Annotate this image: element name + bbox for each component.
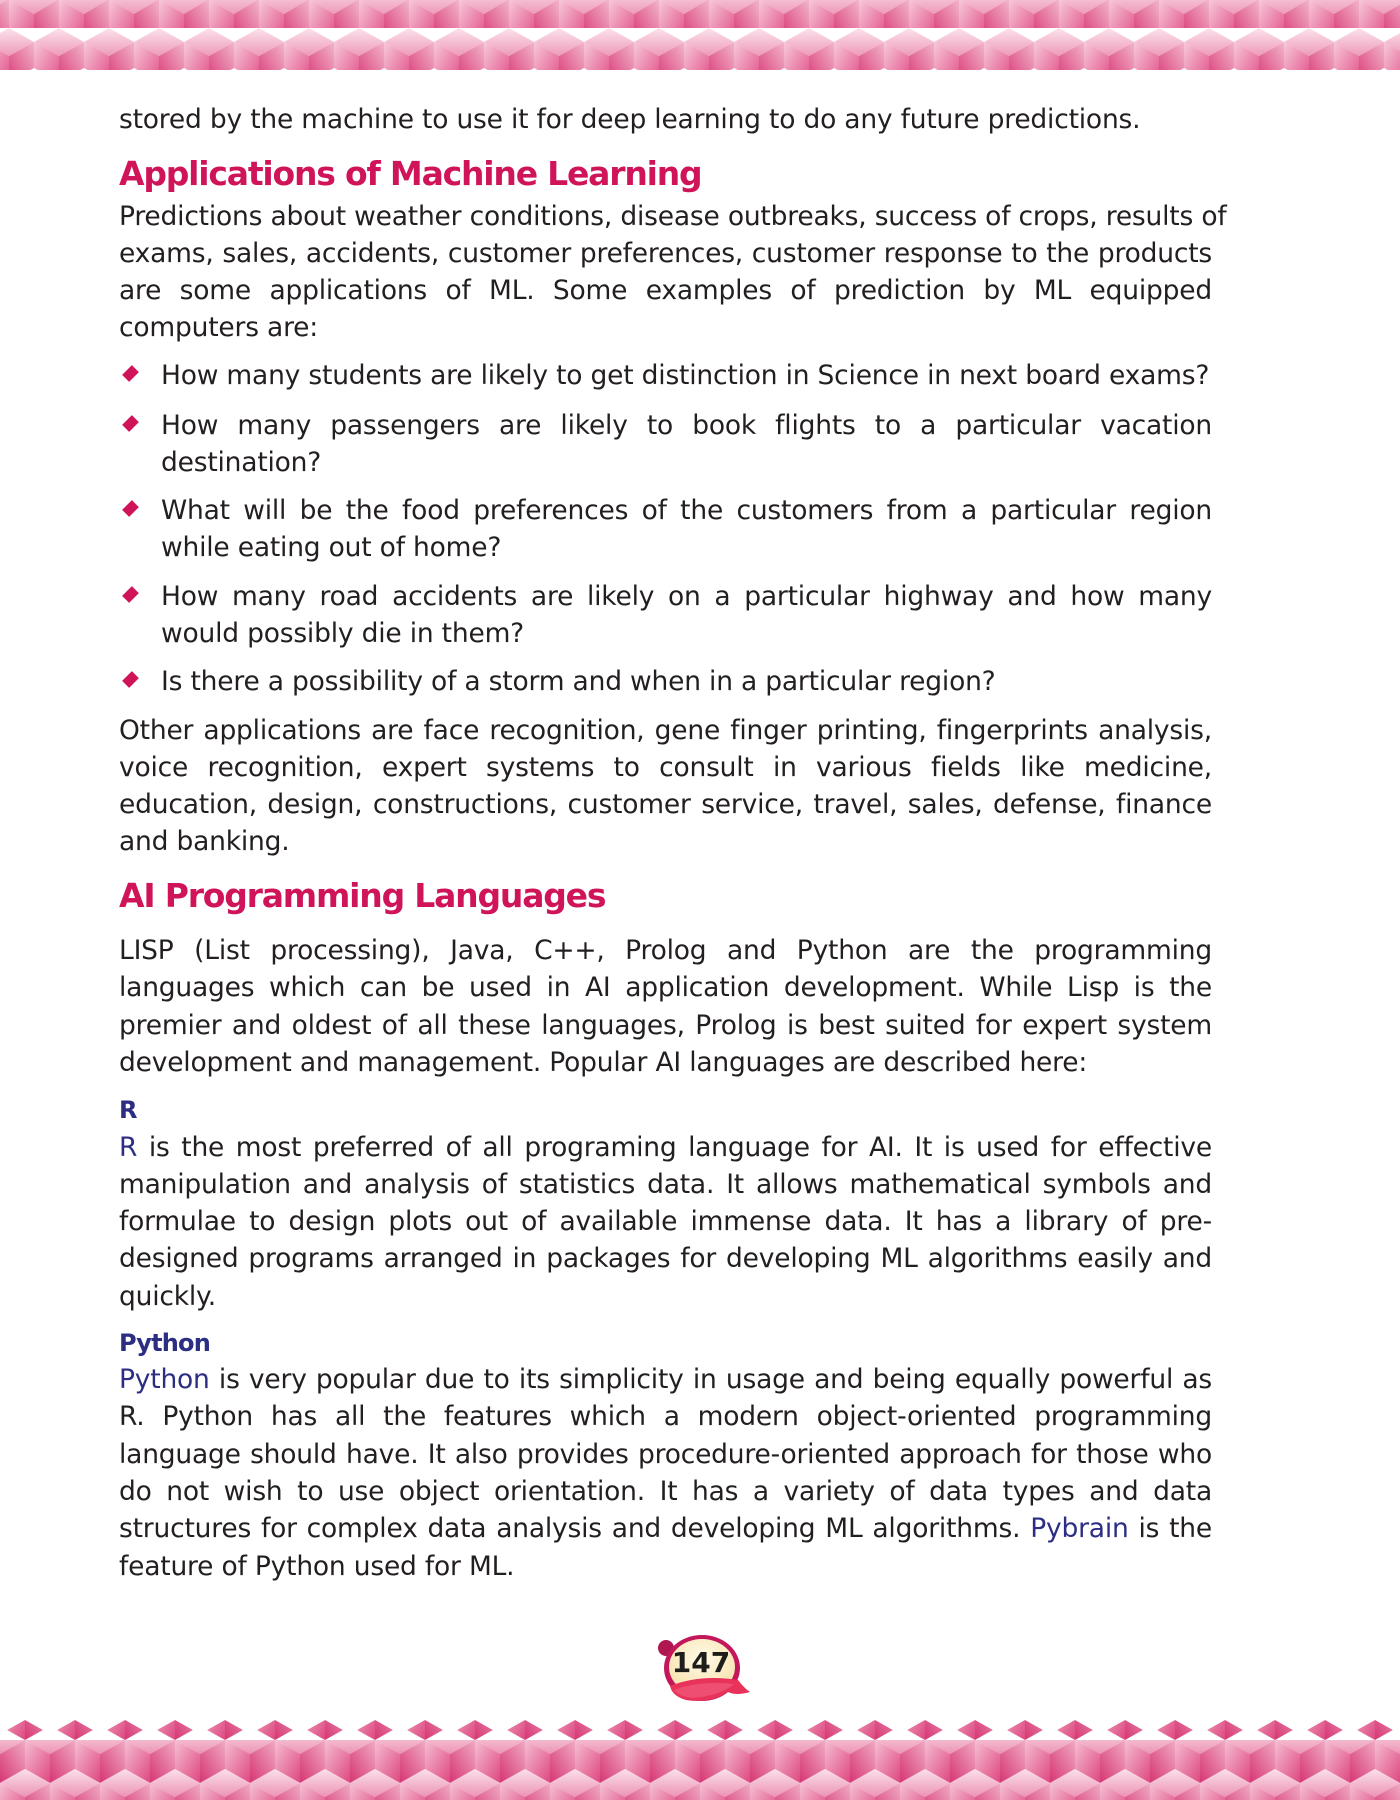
diamond-bullet-icon bbox=[123, 502, 138, 517]
paragraph-line: exams, sales, accidents, customer preferences, customer response to the products bbox=[119, 238, 1212, 269]
paragraph-line: R. Python has all the features which a modern object-oriented programming bbox=[119, 1401, 1212, 1432]
paragraph-line bbox=[119, 1361, 1212, 1398]
paragraph-line: do not wish to use object orientation. It has a variety of data types and data bbox=[119, 1476, 1212, 1507]
section-heading-ai-languages: AI Programming Languages bbox=[119, 876, 606, 915]
diamond-bullet-icon bbox=[123, 367, 138, 382]
line-text: is very popular due to its simplicity in usage and being equally powerful as bbox=[209, 1364, 1212, 1395]
paragraph-line: voice recognition, expert systems to consult in various fields like medicine, bbox=[119, 752, 1212, 783]
keyword-pybrain: Pybrain bbox=[1030, 1513, 1129, 1544]
bottom-decorative-border bbox=[0, 1712, 1400, 1800]
list-item-continuation: destination? bbox=[161, 447, 322, 478]
top-decorative-border bbox=[0, 0, 1400, 90]
paragraph-line: designed programs arranged in packages for developing ML algorithms easily and bbox=[119, 1243, 1212, 1274]
keyword-python: Python bbox=[119, 1364, 210, 1395]
line-text: is the bbox=[1128, 1513, 1213, 1544]
list-item: What will be the food preferences of the customers from a particular region bbox=[161, 495, 1212, 526]
paragraph-line bbox=[119, 1510, 1212, 1547]
paragraph-line: premier and oldest of all these languages, Prolog is best suited for expert system bbox=[119, 1010, 1212, 1041]
paragraph-line: languages which can be used in AI application development. While Lisp is the bbox=[119, 972, 1212, 1003]
paragraph-line: computers are: bbox=[119, 312, 319, 343]
paragraph-line: quickly. bbox=[119, 1281, 216, 1312]
diamond-bullet-icon bbox=[123, 673, 138, 688]
line-text: is the most preferred of all programing language for AI. It is used for effective bbox=[137, 1132, 1212, 1163]
line-text: structures for complex data analysis and developing ML algorithms. bbox=[119, 1513, 1031, 1544]
list-item: How many students are likely to get distinction in Science in next board exams? bbox=[161, 360, 1210, 391]
list-item: How many road accidents are likely on a particular highway and how many bbox=[161, 581, 1212, 612]
paragraph-line: Predictions about weather conditions, disease outbreaks, success of crops, results of bbox=[119, 201, 1227, 232]
paragraph-line: education, design, constructions, customer service, travel, sales, defense, finance bbox=[119, 789, 1212, 820]
keyword-r: R bbox=[119, 1132, 138, 1163]
list-item-continuation: while eating out of home? bbox=[161, 532, 502, 563]
list-item: Is there a possibility of a storm and when in a particular region? bbox=[161, 666, 996, 697]
paragraph-line: are some applications of ML. Some examples of prediction by ML equipped bbox=[119, 275, 1212, 306]
list-item: How many passengers are likely to book flights to a particular vacation bbox=[161, 410, 1212, 441]
section-heading-applications-ml: Applications of Machine Learning bbox=[119, 154, 702, 193]
paragraph-line: language should have. It also provides procedure-oriented approach for those who bbox=[119, 1439, 1212, 1470]
paragraph-line: feature of Python used for ML. bbox=[119, 1551, 515, 1582]
paragraph-line: Other applications are face recognition, gene finger printing, fingerprints analysis, bbox=[119, 715, 1212, 746]
subheading-r: R bbox=[119, 1096, 137, 1124]
subheading-python: Python bbox=[119, 1329, 211, 1357]
page-number-badge bbox=[650, 1630, 752, 1708]
diamond-bullet-icon bbox=[123, 417, 138, 432]
paragraph-line: manipulation and analysis of statistics data. It allows mathematical symbols and bbox=[119, 1169, 1212, 1200]
intro-text: stored by the machine to use it for deep learning to do any future predictions. bbox=[119, 104, 1141, 135]
list-item-continuation: would possibly die in them? bbox=[161, 618, 525, 649]
diamond-bullet-icon bbox=[123, 588, 138, 603]
paragraph-line: development and management. Popular AI languages are described here: bbox=[119, 1047, 1088, 1078]
paragraph-line: formulae to design plots out of available immense data. It has a library of pre- bbox=[119, 1206, 1212, 1237]
page-number: 147 bbox=[671, 1646, 731, 1679]
paragraph-line: LISP (List processing), Java, C++, Prolog and Python are the programming bbox=[119, 935, 1212, 966]
paragraph-line bbox=[119, 1129, 1212, 1166]
paragraph-line: and banking. bbox=[119, 826, 290, 857]
